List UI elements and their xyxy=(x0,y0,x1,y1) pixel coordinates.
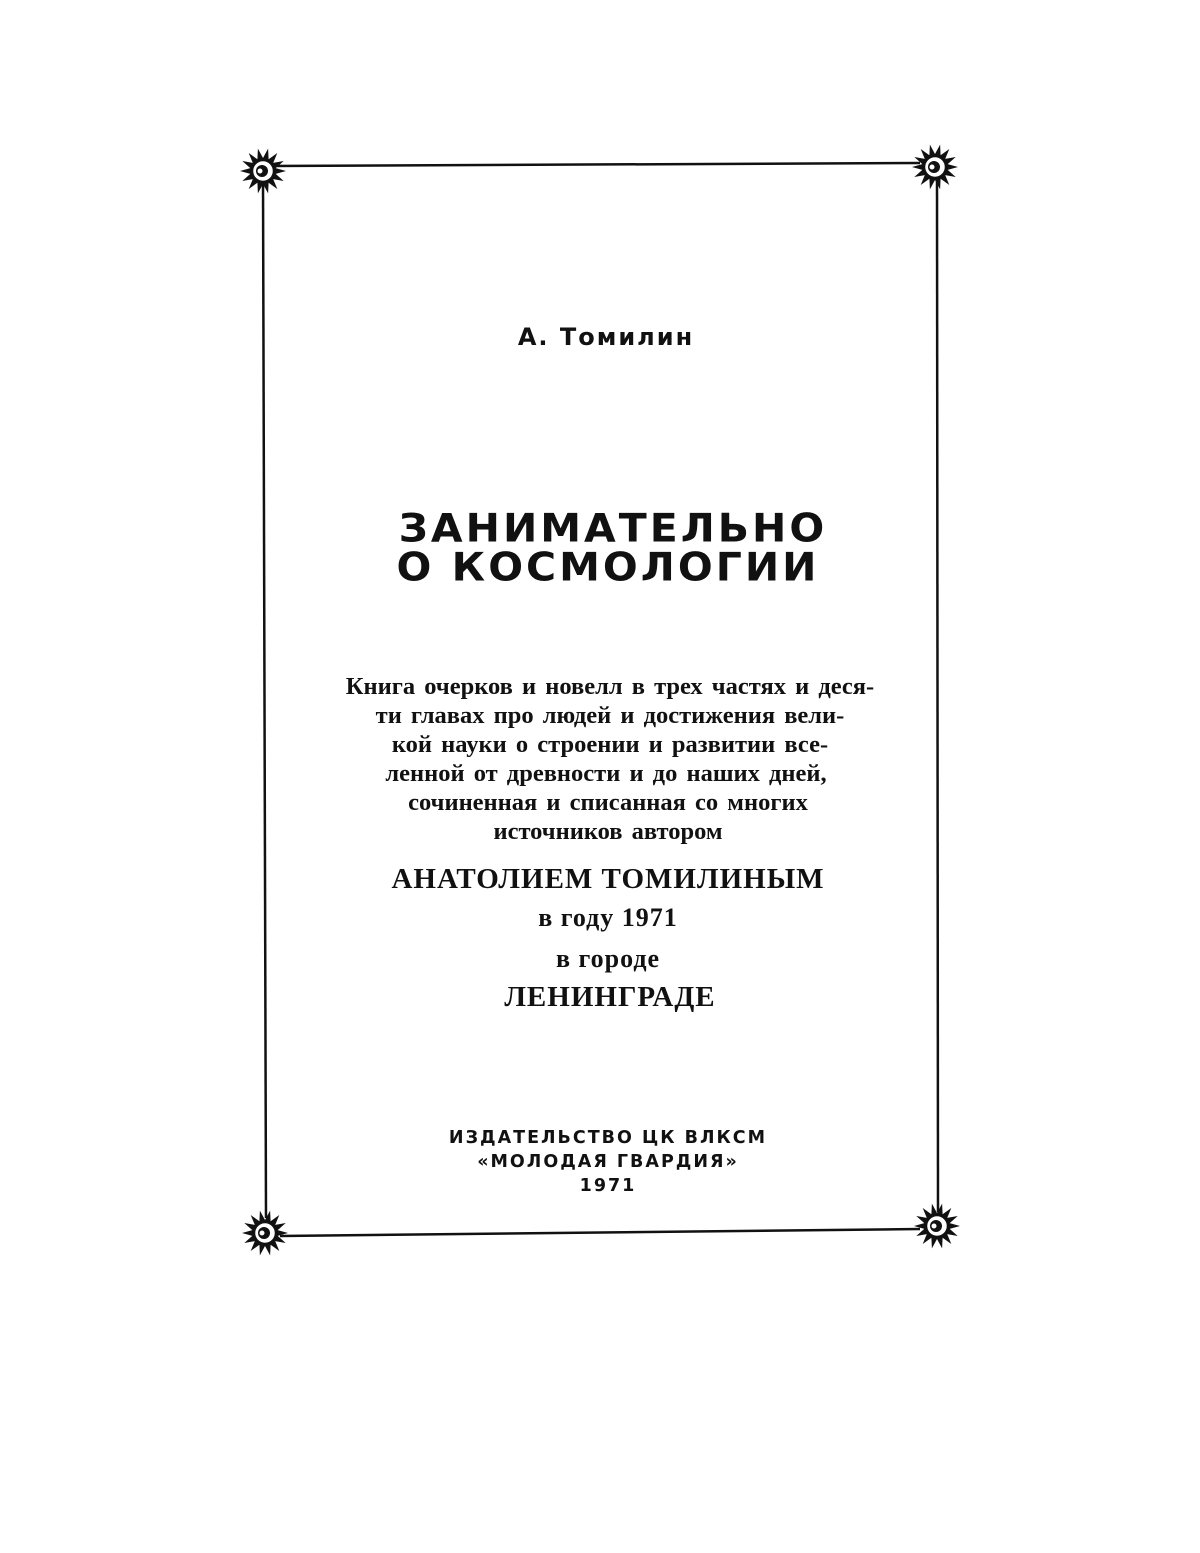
author-name: А. Томилин xyxy=(517,323,695,351)
year-line: в году 1971 xyxy=(538,903,678,932)
city-name: ЛЕНИНГРАДЕ xyxy=(504,981,716,1013)
book-title-line-1: ЗАНИМАТЕЛЬНО xyxy=(398,505,828,551)
description-line: источников автором xyxy=(493,818,723,845)
publication-year: 1971 xyxy=(579,1176,637,1196)
sun-ornament-icon xyxy=(912,145,958,190)
publisher-name: ИЗДАТЕЛЬСТВО ЦК ВЛКСМ xyxy=(448,1128,768,1148)
author-full-name: АНАТОЛИЕМ ТОМИЛИНЫМ xyxy=(391,863,825,895)
frame-top-line xyxy=(270,163,920,166)
description-line: ленной от древности и до наших дней, xyxy=(385,760,827,787)
description-line: Книга очерков и новелл в трех частях и деся- xyxy=(345,673,875,700)
publisher-imprint: «МОЛОДАЯ ГВАРДИЯ» xyxy=(477,1152,739,1172)
frame-bottom-line xyxy=(280,1229,920,1236)
description-line: сочиненная и списанная со многих xyxy=(408,789,808,816)
city-line: в городе xyxy=(555,944,661,973)
description-line: ти главах про людей и достижения вели- xyxy=(375,702,845,729)
description-line: кой науки о строении и развитии все- xyxy=(391,731,829,758)
book-title-line-2: О КОСМОЛОГИИ xyxy=(396,544,820,590)
